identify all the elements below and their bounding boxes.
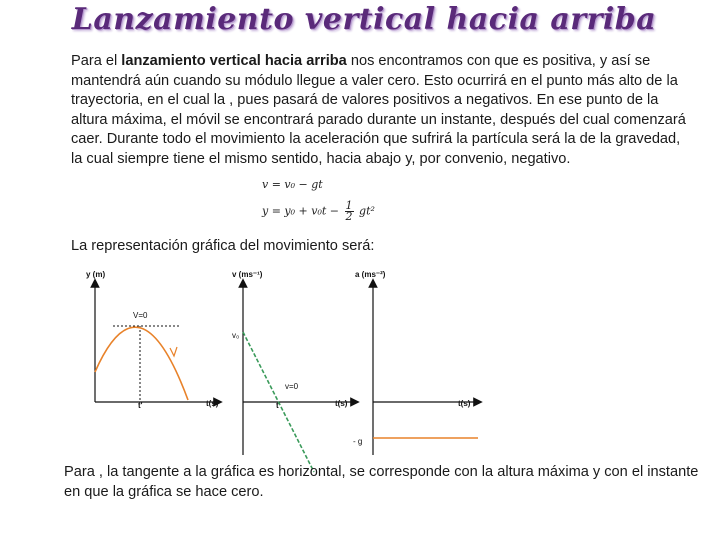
acceleration-x-label: t(s) (458, 399, 471, 408)
intro-text: nos encontramos con que es positiva, y así se mantendrá aún cuando su módulo llegue a valer cero. Esto ocurrirá en el punto más alto de la trayectoria, en el cual la , pues pasará de valores positivos a negativos. En ese punto de la altura máxima, el móvil se encontrará parado durante un instante, después del cual comenzará caer. Durante todo el movimiento la aceleración que sufrirá la partícula será la de la gravedad, la cual siempre tiene el mismo sentido, hacia abajo y, por convenio, negativo. (71, 53, 686, 167)
conclusion-paragraph: Para , la tangente a la gráfica es horizontal, se corresponde con la altura máxima y con el instante en que la gráfica se hace cero. (64, 464, 699, 500)
acceleration-graph (353, 270, 478, 455)
position-equation-right: gt² (359, 204, 375, 218)
position-parabola (95, 327, 188, 400)
position-t-label: t' (138, 401, 143, 410)
acceleration-y-label: a (ms⁻²) (355, 270, 386, 279)
position-y-label: y (m) (86, 270, 106, 279)
position-graph (86, 270, 219, 410)
velocity-x-label: t(s) (335, 399, 348, 408)
acceleration-g-label: - g (353, 437, 363, 446)
velocity-v0-label: v₀ (232, 331, 240, 340)
intro-bold-term: lanzamiento vertical hacia arriba (121, 53, 347, 69)
velocity-t-label: t' (276, 401, 281, 410)
velocity-zero-label: v=0 (285, 382, 299, 391)
fraction-numerator: 1 (345, 199, 353, 212)
position-peak-label: V=0 (133, 311, 148, 320)
velocity-y-label: v (ms⁻¹) (232, 270, 263, 279)
velocity-equation: v = v₀ − gt (262, 178, 323, 191)
position-direction-arrow (170, 347, 177, 356)
position-x-label: t(s) (206, 399, 219, 408)
velocity-graph (232, 270, 355, 472)
intro-prefix: Para el (71, 53, 122, 69)
fraction-denominator: 2 (345, 210, 353, 223)
representation-caption: La representación gráfica del movimiento será: (71, 238, 375, 254)
page-title: Lanzamiento vertical hacia arriba (71, 2, 657, 37)
position-equation-left: y = y₀ + v₀t − (262, 204, 340, 218)
